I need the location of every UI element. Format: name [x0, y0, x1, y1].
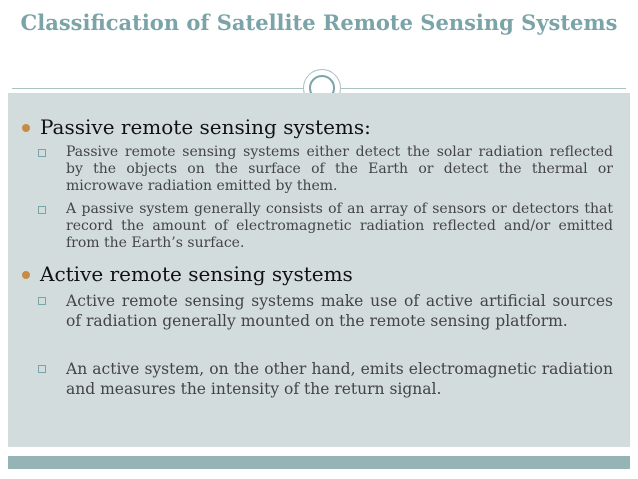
round-bullet-icon — [22, 271, 30, 279]
list-item — [38, 144, 613, 195]
list-item-text: An active system, on the other hand, emits electromagnetic radiation and measures the intensity of the return signal. — [66, 360, 613, 398]
square-bullet-icon — [38, 297, 46, 305]
list-item-text: Active remote sensing systems make use of active artificial sources of radiation generally mounted on the remote sensing platform. — [66, 292, 613, 330]
square-bullet-icon — [38, 149, 46, 157]
section-heading-text: Active remote sensing systems — [40, 262, 353, 286]
square-bullet-icon — [38, 365, 46, 373]
list-item — [38, 201, 613, 252]
section-heading-text: Passive remote sensing systems: — [40, 115, 371, 139]
round-bullet-icon — [22, 124, 30, 132]
list-item — [38, 291, 613, 331]
content-panel — [8, 93, 630, 447]
list-item-text: Passive remote sensing systems either detect the solar radiation reflected by the objects on the surface of the Earth or detect the thermal or microwave radiation emitted by them. — [66, 144, 613, 194]
bottom-bar — [8, 456, 630, 469]
list-item-text: A passive system generally consists of an array of sensors or detectors that record the amount of electromagnetic radiation reflected and/or emitted from the Earth’s surface. — [66, 201, 613, 251]
slide-title: Classification of Satellite Remote Sensing Systems — [20, 10, 618, 35]
list-item — [38, 359, 613, 399]
square-bullet-icon — [38, 206, 46, 214]
